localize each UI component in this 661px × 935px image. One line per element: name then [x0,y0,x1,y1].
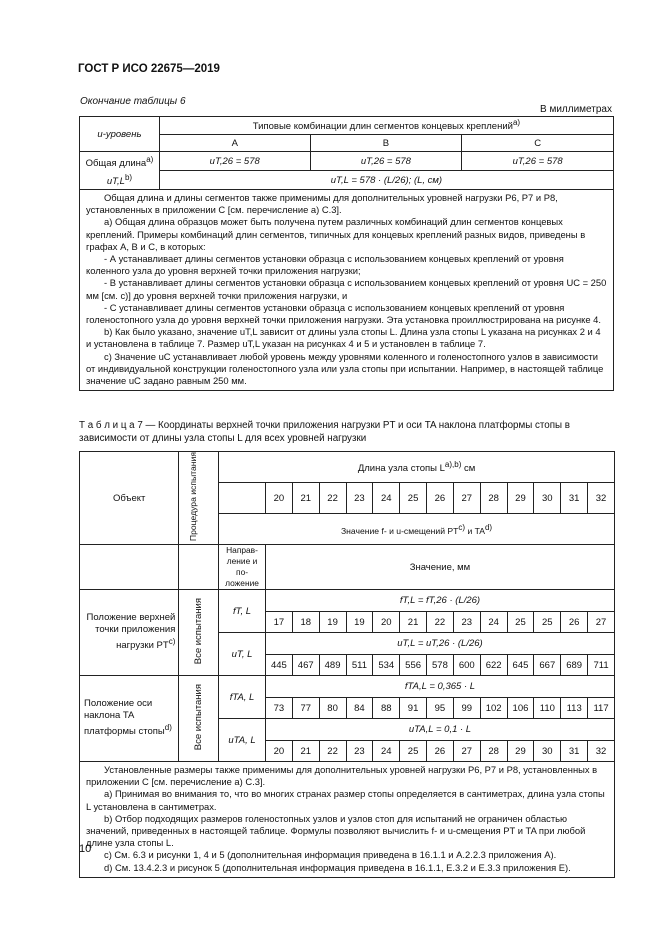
table-6-notes [80,190,614,391]
length-28: 28 [480,483,507,514]
f1-value: 25 [507,612,534,633]
value-b-text: uT,26 = 578 [360,155,411,167]
u2-value: 28 [480,741,507,762]
u1-value: 600 [453,655,480,676]
note: Общая длина и длины сегментов также применимы для дополнительных уровней нагрузки P6, P7 и P8, установленных в приложении С [см. перечисление а) С.3]. [86,192,558,216]
offsets-sup-c: c) [458,522,466,532]
length-21: 21 [292,483,319,514]
col-c: C [462,135,614,152]
u2-value: 27 [453,741,480,762]
foot-length-header-text: Длина узла стопы L [357,463,445,475]
total-length-cell [80,152,160,190]
all-tests-2 [179,676,219,762]
note: а) Общая длина образцов может быть получена путем различных комбинаций длин сегментов концевых креплений. Примеры комбинаций длин сегментов, типичных для концевых креплений разных видов, приведены в графах А, В и С, в которых: [86,216,586,252]
all-tests-2-text: Все испытания [192,683,204,751]
table-6 [79,116,614,391]
f-formula-2-text: fTA,L = 0,365 · L [404,681,476,693]
total-length-sup: a) [146,155,154,165]
u-label-2-text: uTA, L [228,734,256,746]
table-7-notes [80,762,615,878]
f-formula-2 [265,676,614,698]
document-header: ГОСТ Р ИСО 22675—2019 [78,63,220,75]
u1-value: 467 [292,655,319,676]
offsets-header-text: Значение f- и u-смещений PT [340,525,459,536]
note: d) См. 13.4.2.3 и рисунок 5 (дополнительная информация приведена в 16.1.1, Е.3.2 и Е.3.3 приложения Е). [104,861,571,873]
direction-header: Направ-ление и по-ложение [219,545,266,590]
f2-value: 99 [453,698,480,719]
procedure-blank [179,545,219,590]
object-ta-sup: d) [164,723,172,733]
note: b) Отбор подходящих размеров голеностопных узлов и узлов стоп для испытаний не ограничен областью значений, приведенных в настоящей таблице. Формулы позволяют вычислить f- и u-смещения PT и TA при любой длине узла стопы L. [86,812,586,849]
f2-value: 73 [265,698,292,719]
f2-value: 117 [588,698,615,719]
note: Установленные размеры также применимы для дополнительных уровней нагрузки P6, P7 и P8, установленных в приложении С [см. перечисление а) С.3]. [86,764,598,788]
procedure-header [179,452,219,545]
length-empty [219,483,266,514]
u1-value: 445 [265,655,292,676]
foot-length-header [219,452,615,483]
f-label-2-text: fTA, L [229,691,255,703]
total-formula [159,171,613,190]
f1-value: 26 [561,612,588,633]
note: - А устанавливает длины сегментов установки образца с использованием концевых креплений от уровня коленного узла до уровня верхней точки приложения нагрузки; [86,253,564,277]
total-length-symbol: uT,L [106,175,125,187]
table-7 [79,451,615,878]
u-label-1 [219,633,266,676]
foot-length-sup: a),b) [444,459,462,469]
object-ta [80,676,179,762]
length-24: 24 [373,483,400,514]
f2-value: 77 [292,698,319,719]
u-formula-1 [265,633,614,655]
u-formula-2-text: uTA,L = 0,1 · L [408,724,472,736]
f1-value: 25 [534,612,561,633]
col-b: B [310,135,462,152]
f2-value: 110 [534,698,561,719]
offsets-header [219,514,615,545]
all-tests-1 [179,590,219,676]
f-label-1 [219,590,266,633]
procedure-header-text: Процедура испытания [187,452,198,542]
f1-value: 21 [400,612,427,633]
f-label-2 [219,676,266,719]
f2-value: 113 [561,698,588,719]
f-formula-1-text: fT,L = fT,26 · (L/26) [399,595,481,607]
object-header: Объект [80,452,179,545]
u2-value: 21 [292,741,319,762]
u-level-header [80,117,160,152]
u2-value: 30 [534,741,561,762]
combinations-header [159,117,613,135]
total-length-symbol-sup: b) [124,172,133,182]
f2-value: 102 [480,698,507,719]
total-formula-text: uT,L = 578 · (L/26); (L, см) [330,174,443,186]
u-formula-1-text: uT,L = uT,26 · (L/26) [397,638,483,650]
u2-value: 25 [400,741,427,762]
value-b [310,152,462,171]
note: c) Значение uC устанавливает любой уровень между уровнями коленного и голеностопного узлов в зависимости от индивидуальной конструкции голеностопного узла или узла стопы при испытании. Например, в настоящей таблице значение uC задано равным 250 мм. [86,350,604,387]
f1-value: 20 [373,612,400,633]
f1-value: 18 [292,612,319,633]
u-formula-2 [265,719,614,741]
total-length-label: Общая длина [85,158,147,170]
u2-value: 23 [346,741,373,762]
u2-value: 20 [265,741,292,762]
f2-value: 95 [427,698,454,719]
combinations-header-text: Типовые комбинации длин сегментов концевых креплений [252,121,513,133]
u2-value: 22 [319,741,346,762]
u-label-2 [219,719,266,762]
length-20: 20 [265,483,292,514]
u-label-1-text: uT, L [231,648,253,660]
length-31: 31 [561,483,588,514]
u1-value: 689 [561,655,588,676]
table-continuation-label: Окончание таблицы 6 [80,96,186,107]
length-27: 27 [453,483,480,514]
object-pt [80,590,179,676]
note: - В устанавливает длины сегментов установки образца с использованием концевых креплений от уровня UC = 250 мм [см. c)] до уровня верхней точки приложения нагрузки, и [86,277,607,301]
value-header: Значение, мм [265,545,614,590]
f-label-1-text: fT, L [232,605,252,617]
f2-value: 106 [507,698,534,719]
length-29: 29 [507,483,534,514]
f2-value: 88 [373,698,400,719]
u1-value: 578 [427,655,454,676]
f2-value: 80 [319,698,346,719]
value-c [462,152,614,171]
note: b) Как было указано, значение uT,L зависит от длины узла стопы L. Длина узла стопы L указана на рисунках 2 и 4 и установлена в таблице 7. Размер uT,L указан на рисунках 4 и 5 и установлен в таблице 7. [86,326,601,350]
object-pt-sup: c) [168,637,176,647]
u1-value: 556 [400,655,427,676]
u1-value: 489 [319,655,346,676]
object-blank [80,545,179,590]
u2-value: 29 [507,741,534,762]
length-26: 26 [427,483,454,514]
f1-value: 23 [453,612,480,633]
f1-value: 19 [319,612,346,633]
u2-value: 24 [373,741,400,762]
u2-value: 32 [588,741,615,762]
u2-value: 31 [561,741,588,762]
f1-value: 17 [265,612,292,633]
u-level-label: u-уровень [97,128,142,140]
u1-value: 534 [373,655,400,676]
object-ta-text: Положение оси наклона TA платформы стопы [84,698,165,738]
object-pt-text: Положение верхней точки приложения нагрузки PT [86,612,176,652]
u2-value: 26 [427,741,454,762]
value-a-text: uT,26 = 578 [209,155,260,167]
all-tests-1-text: Все испытания [192,597,204,665]
length-23: 23 [346,483,373,514]
note: а) Принимая во внимания то, что во многих странах размер стопы определяется в сантиметрах, длина узла стопы L установлена в сантиметрах. [86,788,605,812]
f1-value: 27 [588,612,615,633]
length-30: 30 [534,483,561,514]
u1-value: 645 [507,655,534,676]
offsets-header-mid: и TA [465,525,485,536]
offsets-sup-d: d) [484,522,493,532]
page-number: 10 [79,843,92,855]
value-a [159,152,310,171]
u1-value: 667 [534,655,561,676]
u1-value: 711 [588,655,615,676]
f1-value: 22 [427,612,454,633]
length-22: 22 [319,483,346,514]
col-a: A [159,135,310,152]
f2-value: 84 [346,698,373,719]
f2-value: 91 [400,698,427,719]
combinations-header-sup: a) [512,118,521,128]
length-32: 32 [588,483,615,514]
value-c-text: uT,26 = 578 [512,155,563,167]
f1-value: 19 [346,612,373,633]
note: c) См. 6.3 и рисунки 1, 4 и 5 (дополнительная информация приведена в 16.1.1 и А.2.2.3 приложения А). [104,849,557,861]
u1-value: 622 [480,655,507,676]
u1-value: 511 [346,655,373,676]
units-label: В миллиметрах [540,104,612,115]
foot-length-unit: см [464,463,476,475]
table-7-caption: Т а б л и ц а 7 — Координаты верхней точки приложения нагрузки PT и оси TA наклона платформы стопы в зависимости от длины узла стопы L для всех уровней нагрузки [79,420,570,444]
note: - С устанавливает длины сегментов установки образца с использованием концевых креплений от уровня голеностопного узла до уровня верхней точки приложения нагрузки. Эта установка проиллюстрирована на рисунке 4. [86,301,601,326]
f-formula-1 [265,590,614,612]
length-25: 25 [400,483,427,514]
f1-value: 24 [480,612,507,633]
